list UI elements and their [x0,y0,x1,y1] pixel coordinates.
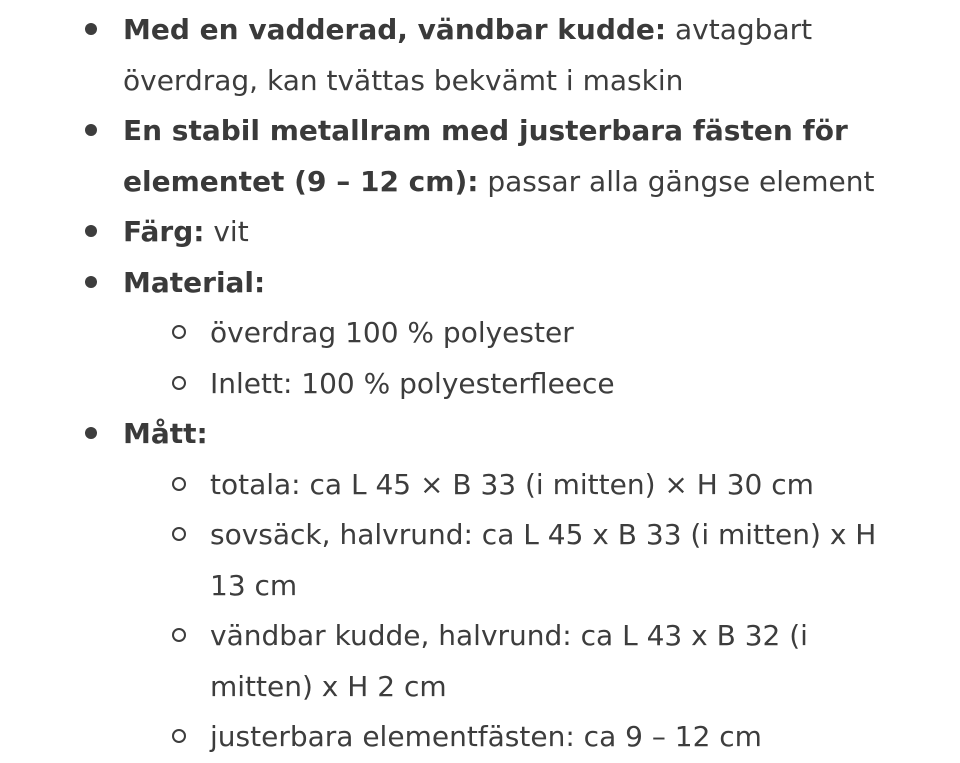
bullet-circle [172,628,186,642]
sub-list-item [0,510,920,611]
sub-list-item [0,308,920,359]
sub-item-text: sovsäck, halvrund: ca L 45 x B 33 (i mitten) x H 13 cm [210,518,877,602]
bullet-circle [172,527,186,541]
sub-list-item [0,712,920,763]
spec-item-pillow [0,5,960,106]
spec-list [0,5,960,763]
spec-item-dimensions [0,409,960,763]
sub-item-text: justerbara elementfästen: ca 9 – 12 cm [210,720,762,753]
spec-label: Färg: [123,215,205,248]
sub-item-text: totala: ca L 45 × B 33 (i mitten) × H 30 cm [210,467,814,501]
bullet-dot [85,225,97,237]
material-sublist [123,308,920,409]
bullet-dot [85,276,97,288]
bullet-circle [172,325,186,339]
sub-list-item [0,460,920,511]
sub-list-item [0,359,920,410]
spec-value: passar alla gängse element [478,164,875,198]
bullet-dot [85,23,97,35]
bullet-circle [172,729,186,743]
sub-list-item [0,611,920,712]
bullet-circle [172,477,186,491]
spec-label: Mått: [123,417,208,450]
spec-item-frame [0,106,960,207]
bullet-dot [85,427,97,439]
sub-item-text: Inlett: 100 % polyesterfleece [210,366,615,400]
spec-label: En stabil metallram med justerbara fästen för elementet (9 – 12 cm): [123,114,848,198]
spec-item-color [0,207,960,258]
spec-value: vit [204,215,249,248]
spec-label: Med en vadderad, vändbar kudde: [123,13,667,46]
spec-value: avtagbart överdrag, kan tvättas bekvämt i maskin [123,13,813,97]
spec-item-material [0,258,960,410]
sub-item-text: vändbar kudde, halvrund: ca L 43 x B 32 (i mitten) x H 2 cm [210,619,808,703]
bullet-dot [85,124,97,136]
sub-item-text: överdrag 100 % polyester [210,316,574,349]
dimensions-sublist [123,460,920,763]
spec-label: Material: [123,265,266,299]
bullet-circle [172,376,186,390]
